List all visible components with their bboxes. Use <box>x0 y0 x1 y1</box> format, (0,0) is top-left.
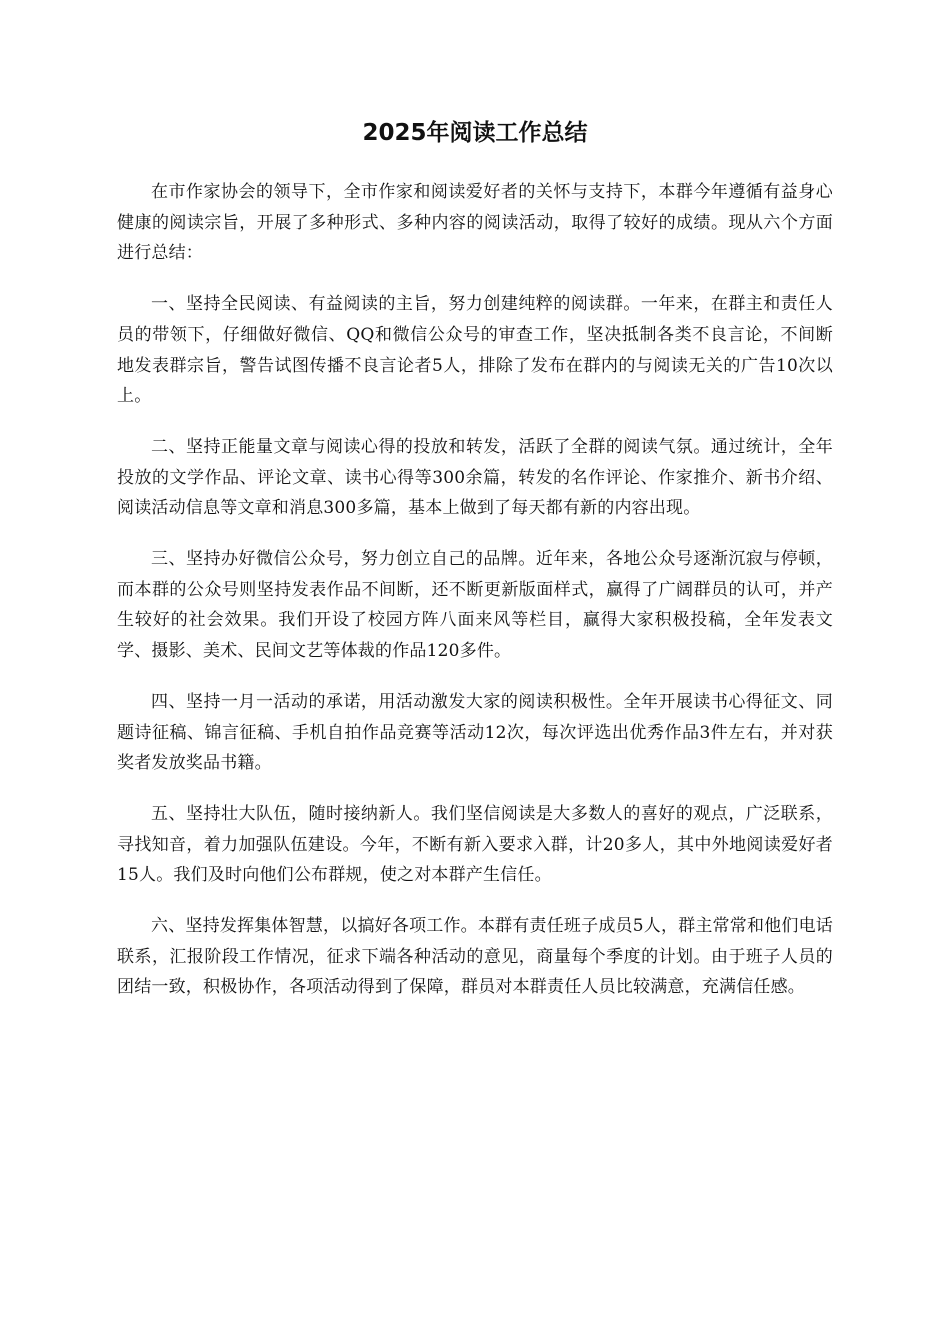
document-title: 2025年阅读工作总结 <box>362 120 588 146</box>
document-body <box>117 177 833 1023</box>
paragraph-section-1: 一、坚持全民阅读、有益阅读的主旨，努力创建纯粹的阅读群。一年来，在群主和责任人员的带领下，仔细做好微信、QQ和微信公众号的审查工作，坚决抵制各类不良言论，不间断地发表群宗旨，警告试图传播不良言论者5人，排除了发布在群内的与阅读无关的广告10次以上。 <box>117 294 833 407</box>
paragraph-section-6: 六、坚持发挥集体智慧，以搞好各项工作。本群有责任班子成员5人，群主常常和他们电话联系，汇报阶段工作情况，征求下端各种活动的意见，商量每个季度的计划。由于班子人员的团结一致，积极协作，各项活动得到了保障，群员对本群责任人员比较满意，充满信任感。 <box>117 916 833 998</box>
paragraph-section-2: 二、坚持正能量文章与阅读心得的投放和转发，活跃了全群的阅读气氛。通过统计，全年投放的文学作品、评论文章、读书心得等300余篇，转发的名作评论、作家推介、新书介绍、阅读活动信息等文章和消息300多篇，基本上做到了每天都有新的内容出现。 <box>117 436 833 519</box>
paragraph-section-4: 四、坚持一月一活动的承诺，用活动激发大家的阅读积极性。全年开展读书心得征文、同题诗征稿、锦言征稿、手机自拍作品竞赛等活动12次，每次评选出优秀作品3件左右，并对获奖者发放奖品书籍。 <box>117 691 833 774</box>
paragraph-section-5: 五、坚持壮大队伍，随时接纳新人。我们坚信阅读是大多数人的喜好的观点，广泛联系，寻找知音，着力加强队伍建设。今年，不断有新入要求入群，计20多人，其中外地阅读爱好者15人。我们及时向他们公布群规，使之对本群产生信任。 <box>117 803 833 886</box>
paragraph-intro: 在市作家协会的领导下，全市作家和阅读爱好者的关怀与支持下，本群今年遵循有益身心健康的阅读宗旨，开展了多种形式、多种内容的阅读活动，取得了较好的成绩。现从六个方面进行总结： <box>117 182 833 264</box>
paragraph-section-3: 三、坚持办好微信公众号，努力创立自己的品牌。近年来，各地公众号逐渐沉寂与停顿，而本群的公众号则坚持发表作品不间断，还不断更新版面样式，赢得了广阔群员的认可，并产生较好的社会效果。我们开设了校园方阵八面来风等栏目，赢得大家积极投稿，全年发表文学、摄影、美术、民间文艺等体裁的作品120多件。 <box>117 549 833 662</box>
